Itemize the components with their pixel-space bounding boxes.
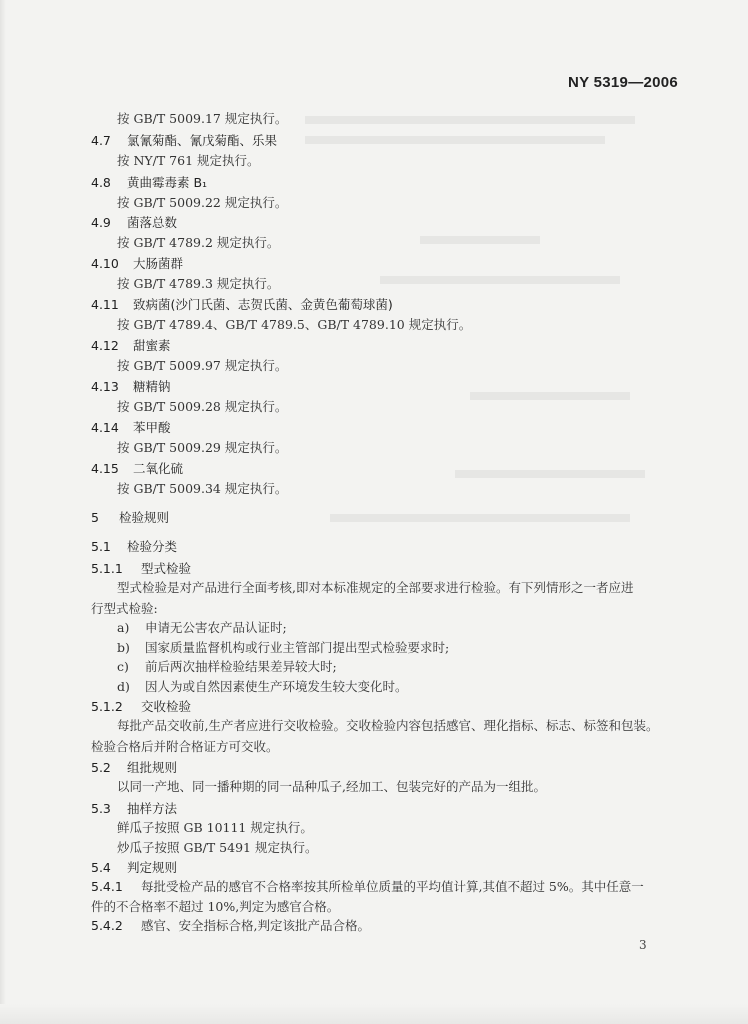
paragraph-line: [117, 718, 658, 734]
section-title: 甜蜜素: [132, 338, 171, 353]
line-text: 型式检验是对产品进行全面考核,即对本标准规定的全部要求进行检验。有下列情形之一者应进: [117, 580, 634, 595]
section-number: 4.9: [91, 215, 111, 230]
doc-line: [117, 195, 287, 211]
line-text: 以同一产地、同一播种期的同一品种瓜子,经加工、包装完好的产品为一组批。: [117, 779, 546, 794]
bleed-through-mark: [305, 136, 605, 144]
section-number: 4.13: [91, 379, 119, 394]
list-item-text: 申请无公害农产品认证时;: [144, 620, 287, 635]
list-item-text: 国家质量监督机构或行业主管部门提出型式检验要求时;: [144, 640, 450, 655]
section-title: 致病菌(沙门氏菌、志贺氏菌、金黄色葡萄球菌): [132, 297, 393, 312]
section-title: 二氧化硫: [132, 461, 183, 476]
section-heading: [91, 133, 277, 149]
doc-line: [117, 153, 260, 169]
list-item: [117, 620, 287, 636]
section-heading: [91, 539, 177, 555]
doc-line: [117, 399, 287, 415]
section-heading: [91, 420, 171, 436]
list-item-text: 前后两次抽样检验结果差异较大时;: [144, 659, 337, 674]
section-title: 判定规则: [126, 860, 177, 875]
doc-line: [117, 317, 471, 333]
subsection-title: 交收检验: [140, 699, 191, 714]
doc-line: [117, 481, 287, 497]
bleed-through-mark: [470, 392, 630, 400]
list-marker: c): [117, 659, 129, 674]
section-title: 检验分类: [126, 539, 177, 554]
list-marker: a): [117, 620, 130, 635]
section-number: 4.12: [91, 338, 119, 353]
line-text: 按 GB/T 5009.97 规定执行。: [117, 358, 288, 373]
section-heading: [91, 461, 183, 477]
subsection-number: 5.1.1: [91, 561, 123, 576]
subsection-heading: [91, 699, 191, 715]
section-title: 菌落总数: [126, 215, 177, 230]
section-number: 4.8: [91, 175, 111, 190]
list-item: [117, 640, 449, 656]
paragraph-line: [91, 739, 279, 755]
list-marker: b): [117, 640, 130, 655]
section-number: 4.14: [91, 420, 119, 435]
standard-code: NY 5319—2006: [568, 74, 679, 91]
section-number: 5.1: [91, 539, 111, 554]
line-text: 按 GB/T 4789.3 规定执行。: [117, 276, 280, 291]
doc-line: [117, 440, 287, 456]
line-text: 感官、安全指标合格,判定该批产品合格。: [140, 918, 370, 933]
doc-line: [117, 235, 279, 251]
section-heading: [91, 256, 183, 272]
chapter-number: 5: [91, 510, 99, 525]
section-number: 5.4: [91, 860, 111, 875]
section-number: 4.10: [91, 256, 119, 271]
paragraph-line: [91, 601, 158, 617]
section-heading: [91, 215, 177, 231]
subsection-number: 5.1.2: [91, 699, 123, 714]
paragraph-line: [117, 820, 313, 836]
line-text: 炒瓜子按照 GB/T 5491 规定执行。: [117, 840, 318, 855]
section-heading: [91, 175, 207, 191]
section-title: 黄曲霉毒素 B₁: [126, 175, 208, 190]
line-text: 按 GB/T 4789.2 规定执行。: [117, 235, 280, 250]
list-item: [117, 659, 337, 675]
line-text: 按 GB/T 5009.17 规定执行。: [117, 111, 288, 126]
line-text: 每批受检产品的感官不合格率按其所检单位质量的平均值计算,其值不超过 5%。其中任意一: [140, 879, 644, 894]
scan-edge-shadow: [0, 0, 6, 1024]
line-text: 件的不合格率不超过 10%,判定为感官合格。: [91, 899, 340, 914]
chapter-heading: [91, 510, 169, 526]
doc-line: [117, 276, 279, 292]
bleed-through-mark: [380, 276, 620, 284]
section-title: 组批规则: [126, 760, 177, 775]
section-heading: [91, 760, 177, 776]
subsection-number: 5.4.1: [91, 879, 123, 894]
section-title: 糖精钠: [132, 379, 171, 394]
chapter-title: 检验规则: [118, 510, 169, 525]
section-heading: [91, 801, 177, 817]
line-text: 检验合格后并附合格证方可交收。: [91, 739, 279, 754]
line-text: 按 NY/T 761 规定执行。: [117, 153, 260, 168]
doc-line: [117, 111, 287, 127]
subsection-title: 型式检验: [140, 561, 191, 576]
section-title: 大肠菌群: [132, 256, 183, 271]
list-item: [117, 679, 408, 695]
subsection-number: 5.4.2: [91, 918, 123, 933]
section-title: 氯氰菊酯、氰戊菊酯、乐果: [126, 133, 277, 148]
section-number: 5.2: [91, 760, 111, 775]
section-number: 5.3: [91, 801, 111, 816]
paragraph-line: [117, 840, 317, 856]
section-heading: [91, 860, 177, 876]
doc-line: [117, 358, 287, 374]
line-text: 行型式检验:: [91, 601, 158, 616]
section-number: 4.11: [91, 297, 119, 312]
line-text: 按 GB/T 5009.29 规定执行。: [117, 440, 288, 455]
line-text: 按 GB/T 5009.28 规定执行。: [117, 399, 288, 414]
bleed-through-mark: [455, 470, 645, 478]
line-text: 按 GB/T 5009.22 规定执行。: [117, 195, 288, 210]
line-text: 按 GB/T 5009.34 规定执行。: [117, 481, 288, 496]
paragraph-line: [91, 899, 339, 915]
section-title: 抽样方法: [126, 801, 177, 816]
list-item-text: 因人为或自然因素使生产环境发生较大变化时。: [144, 679, 408, 694]
paragraph-line: [91, 879, 644, 895]
list-marker: d): [117, 679, 130, 694]
bleed-through-mark: [330, 514, 630, 522]
section-title: 苯甲酸: [132, 420, 171, 435]
bleed-through-mark: [305, 116, 635, 124]
section-number: 4.7: [91, 133, 111, 148]
subsection-heading: [91, 561, 191, 577]
line-text: 按 GB/T 4789.4、GB/T 4789.5、GB/T 4789.10 规定执行。: [117, 317, 472, 332]
line-text: 鲜瓜子按照 GB 10111 规定执行。: [117, 820, 313, 835]
section-number: 4.15: [91, 461, 119, 476]
scan-bottom-edge: [0, 1004, 748, 1024]
paragraph-line: [117, 580, 633, 596]
section-heading: [91, 379, 171, 395]
paragraph-line: [91, 918, 370, 934]
page-number: 3: [639, 938, 647, 952]
line-text: 每批产品交收前,生产者应进行交收检验。交收检验内容包括感官、理化指标、标志、标签和包装。: [117, 718, 659, 733]
paragraph-line: [117, 779, 546, 795]
bleed-through-mark: [420, 236, 540, 244]
section-heading: [91, 338, 171, 354]
section-heading: [91, 297, 393, 313]
